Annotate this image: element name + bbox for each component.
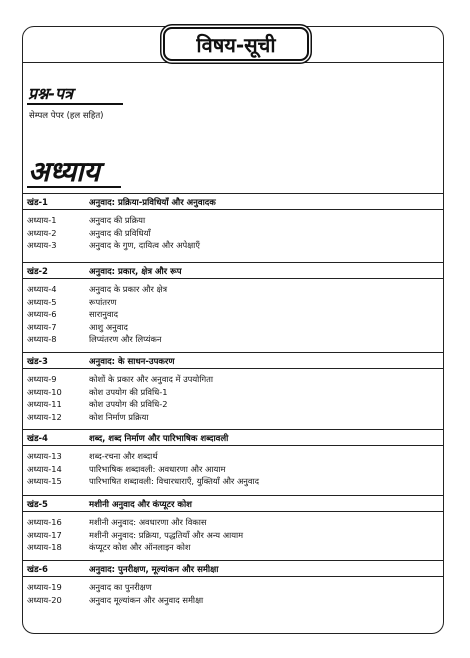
section-number: खंड-3 <box>27 357 48 367</box>
chapter-number: अध्याय-17 <box>27 529 62 540</box>
section-number: खंड-6 <box>27 565 48 575</box>
chapter-number: अध्याय-3 <box>27 240 57 251</box>
chapter-row <box>22 475 444 488</box>
toc-section <box>22 429 444 488</box>
chapter-list <box>22 577 444 606</box>
chapter-number: अध्याय-12 <box>27 411 62 422</box>
chapter-row <box>22 450 444 463</box>
chapter-title: आशु अनुवाद <box>89 321 128 332</box>
section-header <box>22 495 444 512</box>
section-header <box>22 560 444 577</box>
chapter-number: अध्याय-14 <box>27 463 62 474</box>
toc-section <box>22 352 444 423</box>
chapter-list <box>22 512 444 554</box>
section-title: अनुवाद: के साधन-उपकरण <box>89 357 175 367</box>
chapter-row <box>22 386 444 399</box>
heading-underline <box>27 103 123 105</box>
section-header <box>22 262 444 279</box>
section-number: खंड-1 <box>27 198 48 208</box>
chapters-heading: अध्याय <box>28 155 100 188</box>
sample-paper-entry: सेम्पल पेपर (हल सहित) <box>29 111 104 121</box>
section-title: शब्द, शब्द निर्माण और पारिभाषिक शब्दावली <box>89 434 229 444</box>
chapter-list <box>22 210 444 252</box>
chapter-row <box>22 333 444 346</box>
chapter-row <box>22 296 444 309</box>
chapter-number: अध्याय-1 <box>27 215 57 225</box>
chapter-row <box>22 283 444 296</box>
chapter-row <box>22 411 444 424</box>
chapter-number: अध्याय-7 <box>27 321 57 332</box>
chapter-title: सारानुवाद <box>89 309 119 320</box>
chapter-row <box>22 373 444 386</box>
toc-section <box>22 262 444 346</box>
toc-section <box>22 495 444 554</box>
chapter-number: अध्याय-13 <box>27 451 62 461</box>
chapter-row <box>22 214 444 227</box>
chapter-title: पारिभाषित शब्दावली: विचारधाराएँ, युक्तियाँ और अनुवाद <box>89 476 260 487</box>
chapter-number: अध्याय-8 <box>27 334 57 345</box>
chapter-row <box>22 239 444 252</box>
chapter-title: मशीनी अनुवाद: अवधारणा और विकास <box>89 517 207 527</box>
chapter-title: अनुवाद का पुनरीक्षण <box>89 582 152 592</box>
section-title: मशीनी अनुवाद और कंप्यूटर कोश <box>89 500 192 510</box>
chapter-title: अनुवाद की प्रक्रिया <box>89 215 146 225</box>
chapter-row <box>22 529 444 542</box>
chapter-title: लिप्यंतरण और लिप्यंकन <box>89 334 162 345</box>
chapter-number: अध्याय-18 <box>27 542 62 553</box>
chapter-number: अध्याय-4 <box>27 284 57 294</box>
page-title: विषय-सूची <box>163 27 309 61</box>
chapter-title: कोश निर्माण प्रक्रिया <box>89 411 149 422</box>
chapter-row <box>22 581 444 594</box>
chapter-list <box>22 369 444 423</box>
toc-section <box>22 560 444 606</box>
section-header <box>22 193 444 210</box>
chapter-number: अध्याय-16 <box>27 517 62 527</box>
chapter-number: अध्याय-6 <box>27 309 57 320</box>
chapter-title: अनुवाद की प्रविधियाँ <box>89 227 151 238</box>
chapter-title: अनुवाद के गुण, दायित्व और अपेक्षाएँ <box>89 240 200 251</box>
chapter-row <box>22 516 444 529</box>
chapter-number: अध्याय-19 <box>27 582 62 592</box>
chapter-number: अध्याय-9 <box>27 374 57 384</box>
chapter-row <box>22 594 444 607</box>
chapter-row <box>22 321 444 334</box>
chapter-row <box>22 227 444 240</box>
chapter-title: कोश उपयोग की प्रविधि-2 <box>89 399 168 410</box>
chapter-title: कोशों के प्रकार और अनुवाद में उपयोगिता <box>89 374 214 384</box>
chapter-number: अध्याय-10 <box>27 386 62 397</box>
section-header <box>22 352 444 369</box>
chapter-number: अध्याय-11 <box>27 399 62 410</box>
title-divider <box>22 62 444 63</box>
chapter-title: कंप्यूटर कोश और ऑनलाइन कोश <box>89 542 191 553</box>
section-number: खंड-4 <box>27 434 48 444</box>
chapter-title: अनुवाद के प्रकार और क्षेत्र <box>89 284 168 294</box>
chapter-title: मशीनी अनुवाद: प्रक्रिया, पद्धतियाँ और अन्य आयाम <box>89 529 244 540</box>
section-number: खंड-5 <box>27 500 48 510</box>
chapter-number: अध्याय-5 <box>27 296 57 307</box>
section-title: अनुवाद: पुनरीक्षण, मूल्यांकन और समीक्षा <box>89 565 219 575</box>
section-header <box>22 429 444 446</box>
chapter-title: अनुवाद मूल्यांकन और अनुवाद समीक्षा <box>89 594 204 605</box>
section-title: अनुवाद: प्रकार, क्षेत्र और रूप <box>89 267 182 277</box>
chapter-list <box>22 279 444 346</box>
question-paper-heading: प्रश्न-पत्र <box>28 84 73 103</box>
chapter-row <box>22 463 444 476</box>
toc-section <box>22 193 444 252</box>
section-number: खंड-2 <box>27 267 48 277</box>
chapter-title: पारिभाषिक शब्दावली: अवधारणा और आयाम <box>89 463 226 474</box>
chapter-row <box>22 308 444 321</box>
chapter-number: अध्याय-15 <box>27 476 62 487</box>
heading-underline <box>27 186 121 188</box>
chapter-row <box>22 541 444 554</box>
chapter-row <box>22 398 444 411</box>
chapter-title: कोश उपयोग की प्रविधि-1 <box>89 386 168 397</box>
chapter-title: रूपांतरण <box>89 296 117 307</box>
chapter-number: अध्याय-20 <box>27 594 62 605</box>
chapter-title: शब्द-रचना और शब्दार्थ <box>89 451 158 461</box>
chapter-number: अध्याय-2 <box>27 227 57 238</box>
chapter-list <box>22 446 444 488</box>
section-title: अनुवाद: प्रक्रिया-प्रविधियाँ और अनुवादक <box>89 198 216 208</box>
